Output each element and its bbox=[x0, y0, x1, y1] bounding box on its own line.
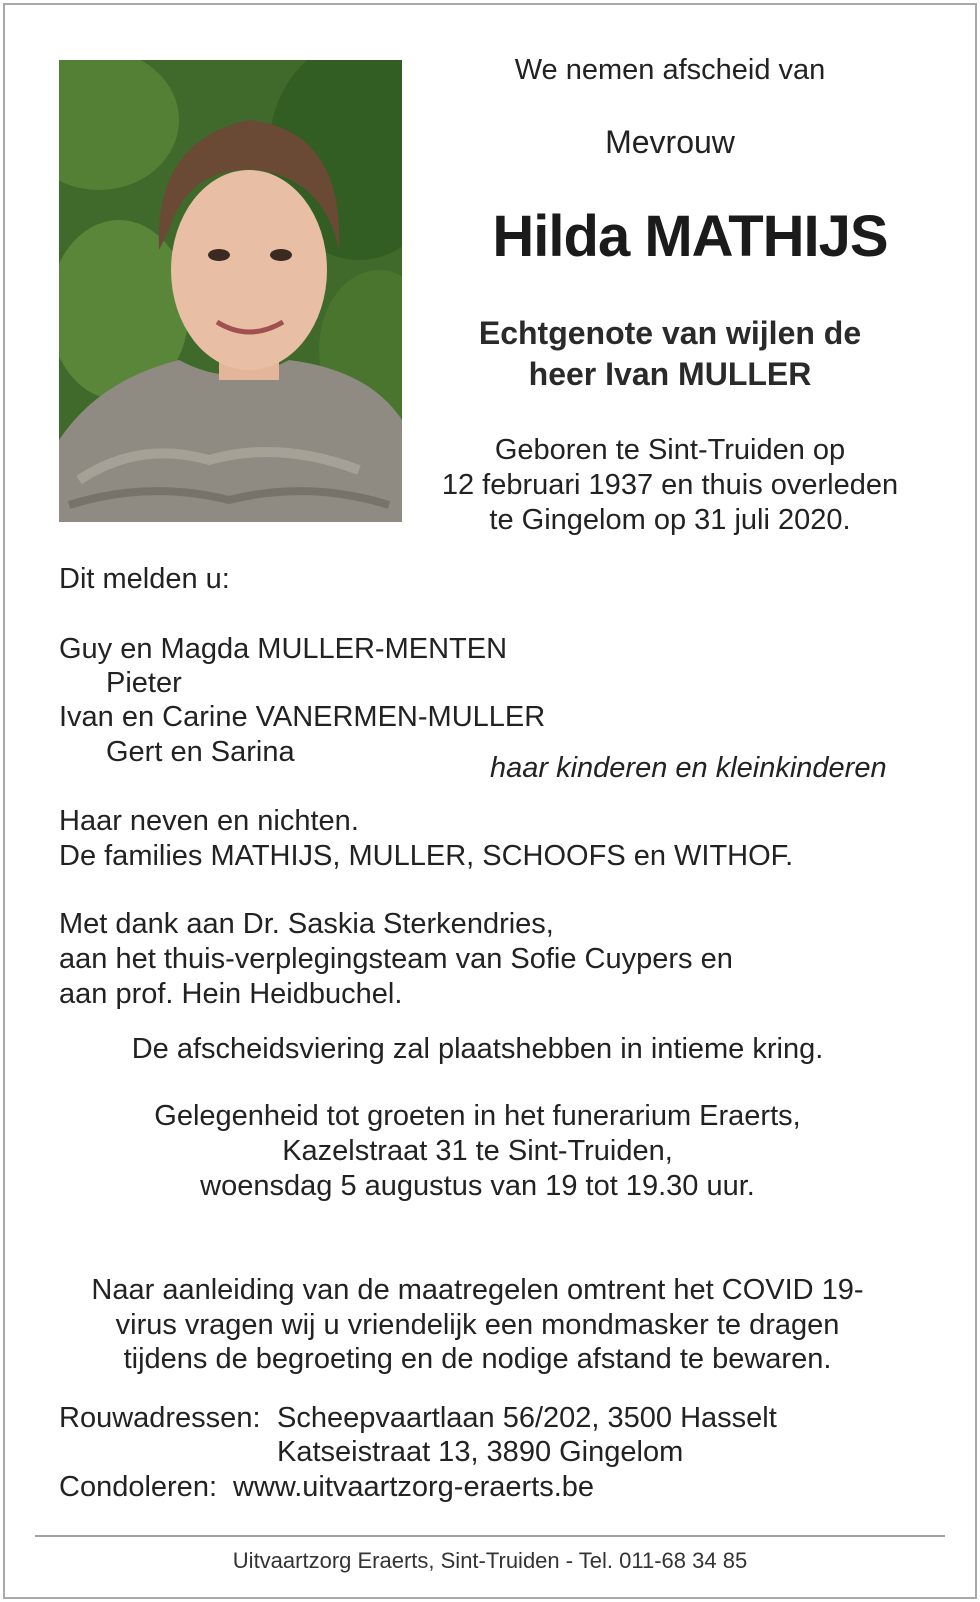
address-line-1: Scheepvaartlaan 56/202, 3500 Hasselt bbox=[277, 1402, 777, 1434]
thanks-line: aan prof. Hein Heidbuchel. bbox=[59, 978, 403, 1010]
announce-intro: Dit melden u: bbox=[59, 563, 230, 595]
address-label: Rouwadressen: bbox=[59, 1402, 261, 1434]
visit-line: Kazelstraat 31 te Sint-Truiden, bbox=[282, 1135, 673, 1167]
portrait-photo bbox=[59, 60, 402, 522]
spouse-line-2: heer Ivan MULLER bbox=[528, 356, 812, 392]
deceased-name: Hilda MATHIJS bbox=[492, 204, 888, 269]
spouse-line-1: Echtgenote van wijlen de bbox=[478, 315, 862, 351]
intro-line: We nemen afscheid van bbox=[514, 54, 826, 86]
born-line-2: 12 februari 1937 en thuis overleden bbox=[441, 469, 899, 501]
born-line-3: te Gingelom op 31 juli 2020. bbox=[489, 504, 851, 536]
others-line: De families MATHIJS, MULLER, SCHOOFS en WITHOF. bbox=[59, 840, 794, 872]
relation-note: haar kinderen en kleinkinderen bbox=[490, 752, 887, 784]
covid-line: tijdens de begroeting en de nodige afstand te bewaren. bbox=[123, 1343, 832, 1375]
family-line: Ivan en Carine VANERMEN-MULLER bbox=[59, 701, 546, 733]
condolence-link[interactable]: www.uitvaartzorg-eraerts.be bbox=[233, 1471, 595, 1503]
condolence-label: Condoleren: bbox=[59, 1471, 217, 1503]
birth-death-info bbox=[410, 433, 930, 538]
family-line: Pieter bbox=[106, 667, 182, 699]
footer-divider bbox=[35, 1535, 945, 1537]
thanks-line: Met dank aan Dr. Saskia Sterkendries, bbox=[59, 908, 554, 940]
service-note: De afscheidsviering zal plaatshebben in intieme kring. bbox=[131, 1033, 824, 1065]
footer-text: Uitvaartzorg Eraerts, Sint-Truiden - Tel. 011-68 34 85 bbox=[232, 1548, 748, 1573]
others-line: Haar neven en nichten. bbox=[59, 805, 359, 837]
covid-line: Naar aanleiding van de maatregelen omtrent het COVID 19- bbox=[91, 1274, 864, 1306]
family-line: Gert en Sarina bbox=[106, 736, 295, 768]
covid-line: virus vragen wij u vriendelijk een mondmasker te dragen bbox=[115, 1309, 840, 1341]
address-line-2: Katseistraat 13, 3890 Gingelom bbox=[277, 1436, 684, 1468]
visit-line: Gelegenheid tot groeten in het funerarium Eraerts, bbox=[154, 1100, 801, 1132]
thanks-line: aan het thuis-verplegingsteam van Sofie Cuypers en bbox=[59, 943, 733, 975]
born-line-1: Geboren te Sint-Truiden op bbox=[494, 434, 846, 466]
family-line: Guy en Magda MULLER-MENTEN bbox=[59, 633, 508, 665]
honorific: Mevrouw bbox=[605, 124, 735, 160]
spouse-info bbox=[420, 313, 920, 395]
visit-line: woensdag 5 augustus van 19 tot 19.30 uur. bbox=[200, 1170, 755, 1202]
